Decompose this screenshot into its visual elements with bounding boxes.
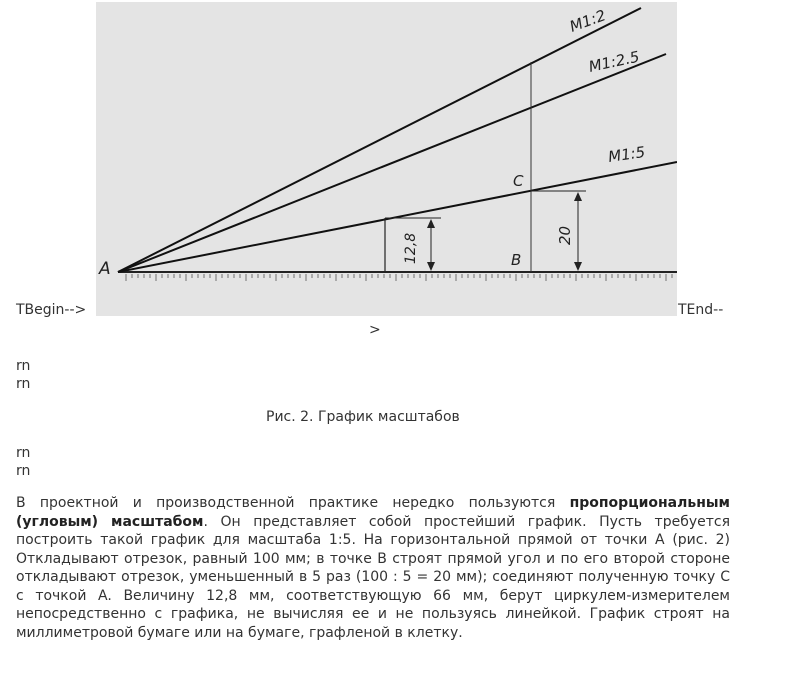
figure-caption: Рис. 2. График масштабов (266, 409, 460, 425)
ray-m1-5 (118, 162, 677, 272)
marker-rn: rn (16, 358, 31, 374)
label-dim-20: 20 (556, 225, 574, 245)
marker-tbegin: TBegin--> (16, 302, 87, 318)
ruler-ticks (126, 274, 672, 281)
label-m1-2-5: M1:2.5 (587, 47, 642, 76)
label-point-a: A (99, 259, 111, 279)
label-point-b: B (511, 251, 522, 269)
marker-rn: rn (16, 445, 31, 461)
paragraph-rest: . Он представляет собой простейший график. Пусть требуется построить такой график для масштаба 1:5. На горизонтальной прямой от точки A (рис. 2) Откладывают отрезок, равный 100 мм; в точке B строят прямой угол и по его второй стороне откладывают отрезок, уменьшенный в 5 раз (100 : 5 = 20 мм); соединяют полученную точку C с точкой A. Величину 12,8 мм, соответствующую 66 мм, берут циркулем-измерителем непосредственно с графика, не вычисляя ее и не пользуясь линейкой. График строят на миллиметровой бумаге или на бумаге, графленой в клетку. (16, 513, 730, 641)
label-m1-2: M1:2 (567, 6, 609, 36)
body-paragraph (16, 494, 730, 642)
arrowhead-up-20 (574, 192, 582, 201)
label-point-c: C (513, 172, 524, 190)
label-dim-12-8: 12,8 (403, 232, 419, 264)
paragraph-intro: В проектной и производственной практике нередко пользуются (16, 495, 570, 511)
marker-rn: rn (16, 376, 31, 392)
paragraph-bold-term: пропорциональным (угловым) масштабом (16, 495, 730, 530)
arrowhead-down-12-8 (427, 262, 435, 271)
marker-tend-arrow: > (369, 322, 381, 338)
scale-chart-drawing (96, 2, 677, 316)
marker-tend: TEnd-- (678, 302, 724, 318)
marker-rn: rn (16, 463, 31, 479)
label-m1-5: M1:5 (607, 142, 647, 166)
arrowhead-down-20 (574, 262, 582, 271)
ray-m1-2-5 (118, 54, 666, 272)
scale-chart-figure (96, 2, 677, 316)
arrowhead-up-12-8 (427, 219, 435, 228)
